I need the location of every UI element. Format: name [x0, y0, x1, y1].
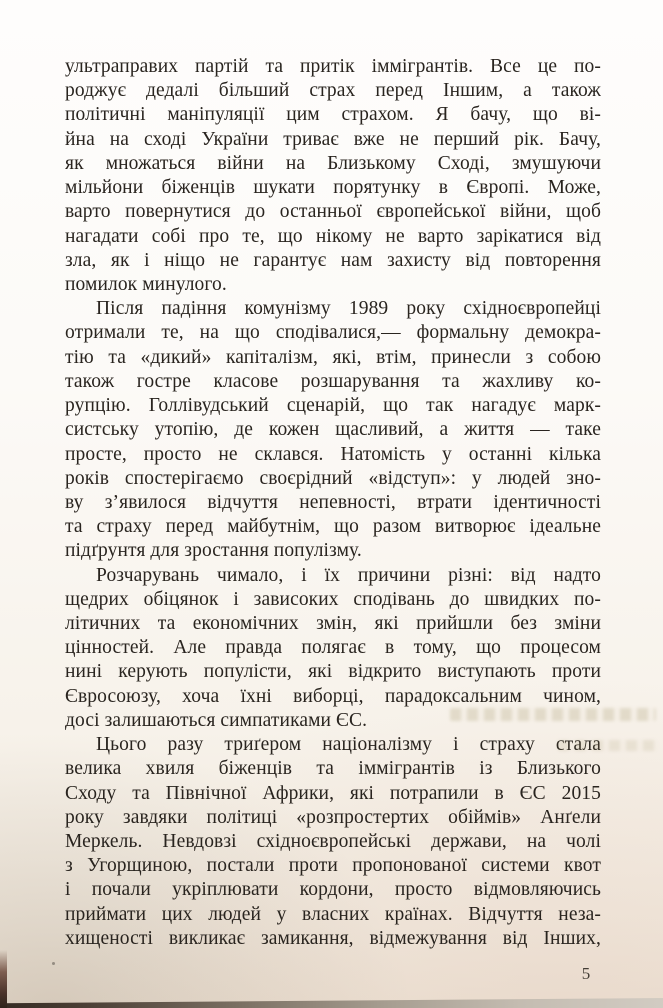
text-line: Після падіння комунізму 1989 року східноєвропейці [96, 298, 601, 320]
text-line: та страху перед майбутнім, що разом витворює ідеальне [65, 516, 601, 538]
text-line: систську утопію, де кожен щасливий, а життя — таке [65, 419, 601, 441]
text-line: приймати цих людей у власних країнах. Відчуття неза- [65, 903, 601, 925]
text-line: Цього разу триґером націоналізму і страху стала [96, 734, 601, 756]
text-line: Євросоюзу, хоча їхні виборці, парадоксальним чином, [65, 685, 601, 707]
bleed-through-artifact [450, 708, 656, 721]
text-line: велика хвиля біженців та іммігрантів із Близького [65, 758, 601, 780]
paragraph [65, 297, 601, 563]
text-block [65, 55, 601, 951]
text-line: варто повернутися до останньої європейської війни, щоб [65, 201, 601, 223]
text-line: з Угорщиною, постали проти пропонованої системи квот [65, 855, 601, 877]
text-line: років спостерігаємо своєрідний «відступ»: у людей зно- [65, 467, 601, 489]
photo-background-edge [0, 950, 7, 1008]
text-line: мільйони біженців шукати порятунку в Європі. Може, [65, 177, 601, 199]
text-line: помилок минулого. [65, 273, 227, 295]
text-line: Сходу та Північної Африки, які потрапили в ЄС 2015 [65, 782, 601, 804]
text-line: нагадати собі про те, що нікому не варто зарікатися від [65, 225, 601, 247]
text-line: ультраправих партій та притік іммігрантів. Все це по- [65, 56, 601, 77]
text-line: цінностей. Але правда полягає в тому, що процесом [65, 637, 601, 659]
text-line: Розчарувань чимало, і їх причини різні: від надто [96, 564, 601, 586]
text-line: Меркель. Невдовзі східноєвропейські держави, на чолі [65, 831, 601, 852]
text-line: хищеності викликає замикання, відмежування від Інших, [65, 927, 601, 949]
text-line: року завдяки політиці «розпростертих обіймів» Анґели [65, 806, 601, 828]
text-line: рупцію. Голлівудський сценарій, що так нагадує марк- [65, 395, 601, 417]
text-line: також гостре класове розшарування та жахливу ко- [65, 370, 601, 392]
paragraph [65, 733, 601, 951]
text-line: роджує дедалі більший страх перед Іншим, а також [65, 80, 601, 102]
text-line: підґрунтя для зростання популізму. [65, 540, 362, 562]
text-line: і почали укріплювати кордони, просто відмовляючись [65, 879, 601, 901]
text-line: отримали те, на що сподівалися,— формальну демокра- [65, 322, 601, 344]
bleed-through-artifact [558, 740, 658, 751]
ink-speck [52, 962, 55, 965]
text-line: літичних та економічних змін, які прийшли без зміни [65, 613, 601, 635]
page-number: 5 [581, 964, 591, 983]
text-line: зла, як і ніщо не гарантує нам захисту від повторення [65, 249, 601, 271]
text-line: досі залишаються симпатиками ЄС. [65, 709, 368, 731]
text-line: тію та «дикий» капіталізм, які, втім, принесли з собою [65, 346, 601, 368]
text-line: йна на сході України триває вже не перший рік. Бачу, [65, 128, 601, 150]
text-line: ву з’явилося відчуття непевності, втрати ідентичності [65, 491, 601, 513]
text-line: просте, просто не склався. Натомість у останні кілька [65, 443, 601, 465]
text-line: політичні маніпуляції цим страхом. Я бачу, що ві- [65, 104, 601, 126]
text-line: нині керують популісти, які відкрито виступають проти [65, 661, 601, 683]
paragraph [65, 55, 601, 297]
text-line: як множаться війни на Близькому Сході, змушуючи [65, 152, 601, 174]
text-line: щедрих обіцянок і зависоких сподівань до швидких по- [65, 588, 601, 610]
